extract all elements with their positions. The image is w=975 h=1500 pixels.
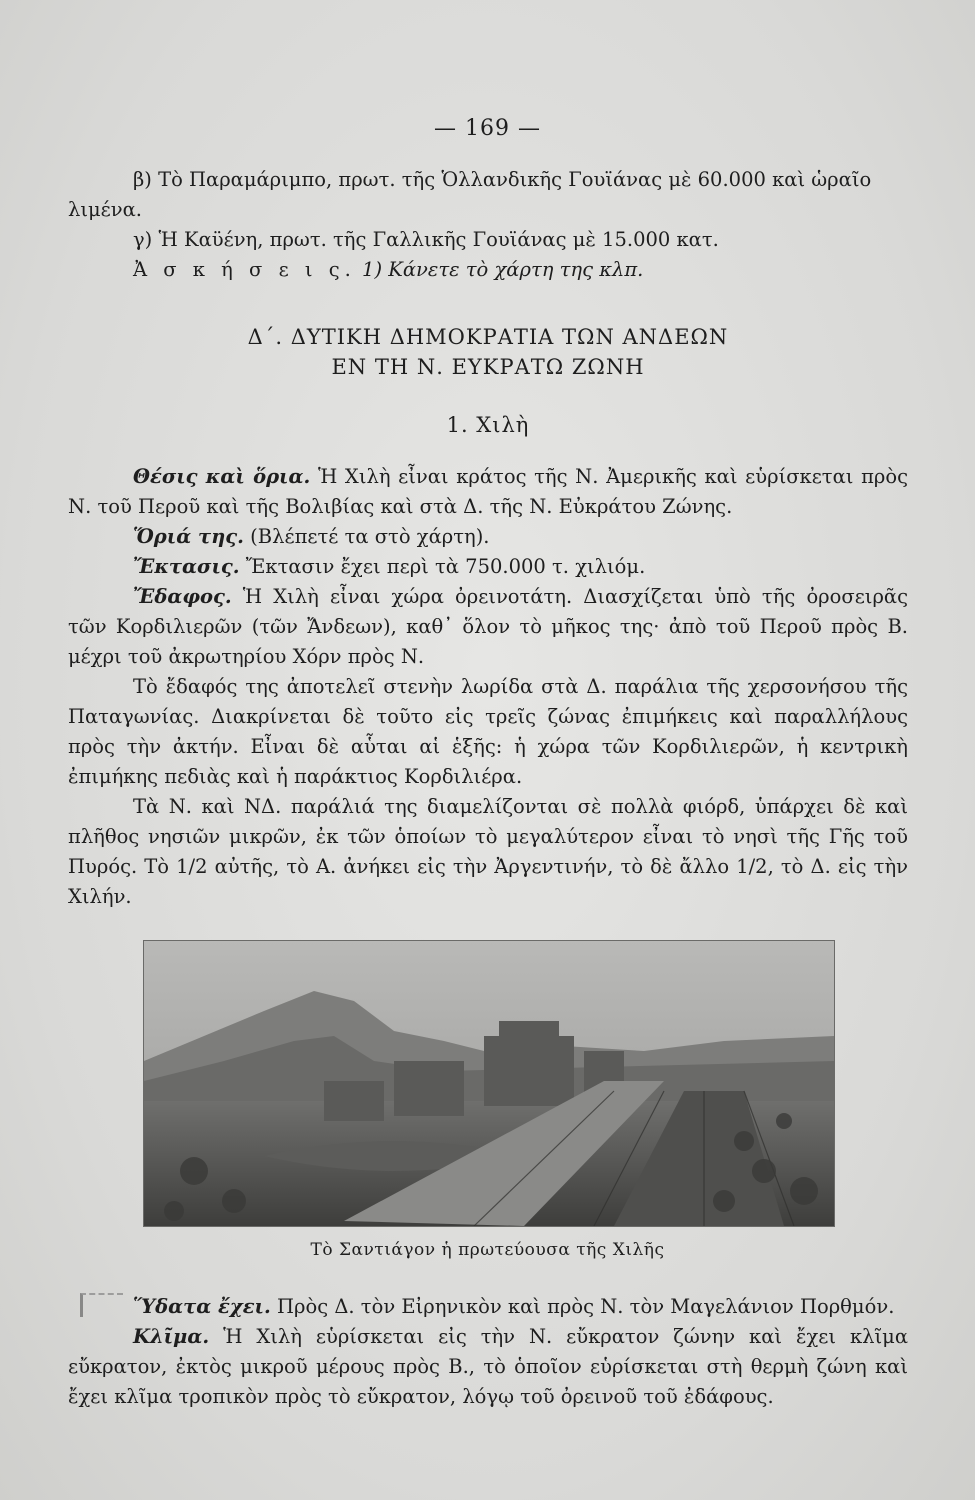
area-paragraph [68, 552, 908, 582]
climate-label: Κλῖμα. [133, 1325, 210, 1348]
intro-line-c: γ) Ἡ Καϋένη, πρωτ. τῆς Γαλλικῆς Γουϊάνας μὲ 15.000 κατ. [133, 228, 719, 251]
area-text: Ἔκτασιν ἔχει περὶ τὰ 750.000 τ. χιλιόμ. [245, 555, 646, 578]
intro-block [68, 165, 908, 285]
borders-paragraph [68, 522, 908, 552]
section-header [68, 322, 908, 460]
soil-paragraph-2: Τὸ ἔδαφός της ἀποτελεῖ στενὴν λωρίδα στὰ Δ. παράλια τῆς χερσονήσου τῆς Παταγωνίας. Διακρίνεται δὲ τοῦτο εἰς τρεῖς ζώνας ἐπιμήκεις καὶ παραλλήλους πρὸς τὴν ἀκτήν. Εἶναι δὲ αὗται αἱ ἑξῆς: ἡ χώρα τῶν Κορδιλιερῶν, ἡ κεντρικὴ ἐπιμήκης πεδιὰς καὶ ἡ παράκτιος Κορδιλιέρα. [68, 675, 908, 788]
exercises-line [68, 255, 908, 285]
section-title-line2: ΕΝ ΤΗ Ν. ΕΥΚΡΑΤΩ ΖΩΝΗ [331, 355, 645, 379]
page-number: — 169 — [434, 116, 541, 141]
position-text: Ἡ Χιλὴ εἶναι κράτος τῆς Ν. Ἀμερικῆς καὶ εὑρίσκεται πρὸς Ν. τοῦ Περοῦ καὶ τῆς Βολιβίας καὶ στὰ Δ. τῆς Ν. Εὐκράτου Ζώνης. [68, 465, 909, 518]
climate-text: Ἡ Χιλὴ εὑρίσκεται εἰς τὴν Ν. εὔκρατον ζώνην καὶ ἔχει κλῖμα εὔκρατον, ἐκτὸς μικροῦ μέρους πρὸς Β., τὸ ὁποῖον εὑρίσκεται στὴ θερμὴ ζώνη καὶ ἔχει κλῖμα τροπικὸν πρὸς τὸ εὔκρατον, λόγῳ τοῦ ὀρεινοῦ τοῦ ἐδάφους. [68, 1325, 909, 1408]
body-text [68, 462, 908, 912]
waters-paragraph [68, 1292, 908, 1322]
santiago-photo [143, 940, 835, 1227]
intro-line-b: β) Τὸ Παραμάριμπο, πρωτ. τῆς Ὁλλανδικῆς Γουϊάνας μὲ 60.000 καὶ ὡραῖο λιμένα. [68, 168, 872, 221]
area-label: Ἔκτασις. [133, 555, 240, 578]
climate-paragraph [68, 1322, 908, 1412]
photo-caption: Τὸ Σαντιάγον ἡ πρωτεύουσα τῆς Χιλῆς [310, 1240, 665, 1260]
waters-label: Ὕδατα ἔχει. [133, 1295, 271, 1318]
position-label: Θέσις καὶ ὅρια. [133, 465, 311, 488]
exercises-label: Ἀ σ κ ή σ ε ι ς. [133, 258, 356, 281]
soil-text: Ἡ Χιλὴ εἶναι χώρα ὀρεινοτάτη. Διασχίζεται ὑπὸ τῆς ὀροσειρᾶς τῶν Κορδιλιερῶν (τῶν Ἄνδεων), καθ᾽ ὅλον τὸ μῆκος της· ἀπὸ τοῦ Περοῦ πρὸς Β. μέχρι τοῦ ἀκρωτηρίου Χόρν πρὸς Ν. [68, 585, 908, 668]
soil-paragraph [68, 582, 908, 672]
borders-label: Ὅριά της. [133, 525, 244, 548]
waters-text: Πρὸς Δ. τὸν Εἰρηνικὸν καὶ πρὸς Ν. τὸν Μαγελάνιον Πορθμόν. [276, 1295, 895, 1318]
position-paragraph [68, 462, 908, 522]
section-title-line1: Δ΄. ΔΥΤΙΚΗ ΔΗΜΟΚΡΑΤΙΑ ΤΩΝ ΑΝΔΕΩΝ [247, 325, 729, 349]
borders-text: (Βλέπετέ τα στὸ χάρτη). [250, 525, 490, 548]
santiago-cityscape-image [144, 941, 834, 1226]
section-subtitle: 1. Χιλὴ [446, 413, 530, 437]
soil-paragraph-3: Τὰ Ν. καὶ ΝΔ. παράλιά της διαμελίζονται σὲ πολλὰ φιόρδ, ὑπάρχει δὲ καὶ πλῆθος νησιῶν μικρῶν, ἐκ τῶν ὁποίων τὸ μεγαλύτερον εἶναι τὸ νησὶ τῆς Γῆς τοῦ Πυρός. Τὸ 1/2 αὐτῆς, τὸ Α. ἀνήκει εἰς τὴν Ἀργεντινήν, τὸ δὲ ἄλλο 1/2, τὸ Δ. εἰς τὴν Χιλήν. [68, 795, 908, 908]
soil-label: Ἔδαφος. [133, 585, 232, 608]
footer-text [68, 1292, 908, 1412]
exercises-text: 1) Κάνετε τὸ χάρτη της κλπ. [362, 258, 644, 281]
